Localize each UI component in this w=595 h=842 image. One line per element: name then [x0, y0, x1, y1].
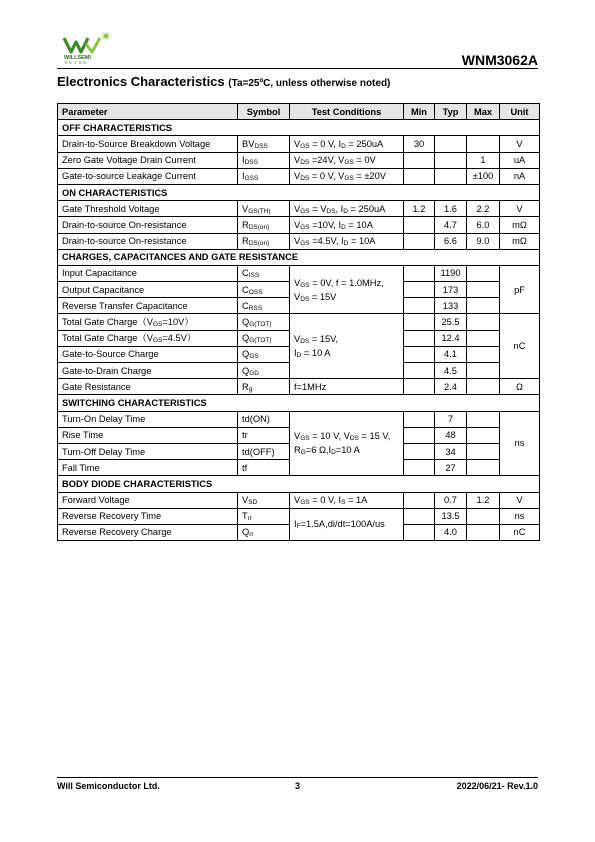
footer-revision: 2022/06/21- Rev.1.0 — [456, 781, 538, 791]
max: ±100 — [467, 168, 500, 184]
typ: 25.5 — [435, 314, 467, 330]
table-row — [58, 201, 540, 217]
symbol: $C_{RSS}$ — [238, 298, 290, 314]
param: Drain-to-source On-resistance — [58, 233, 238, 249]
table-row — [58, 233, 540, 249]
min — [404, 443, 435, 459]
min — [404, 346, 435, 362]
typ: 6.6 — [435, 233, 467, 249]
min — [404, 233, 435, 249]
min — [404, 379, 435, 395]
condition: $V_{GS} =4.5V$, $I_D = 10A$ — [290, 233, 404, 249]
min — [404, 217, 435, 233]
symbol: $BV_{DSS}$ — [238, 136, 290, 152]
max — [467, 524, 500, 540]
min — [404, 460, 435, 476]
symbol: $Q_{GS}$ — [238, 346, 290, 362]
typ: 2.4 — [435, 379, 467, 395]
symbol: $V_{GS(TH)}$ — [238, 201, 290, 217]
symbol: $Q_{G(TOT)}$ — [238, 314, 290, 330]
col-min: Min — [404, 104, 435, 120]
param: Input Capacitance — [58, 265, 238, 281]
symbol: $V_{SD}$ — [238, 492, 290, 508]
typ: 0.7 — [435, 492, 467, 508]
min — [404, 363, 435, 379]
min — [404, 427, 435, 443]
param: Gate Threshold Voltage — [58, 201, 238, 217]
param: Forward Voltage — [58, 492, 238, 508]
typ: 1.6 — [435, 201, 467, 217]
param: Zero Gate Voltage Drain Current — [58, 152, 238, 168]
unit: mΩ — [500, 233, 540, 249]
symbol: $R_g$ — [238, 379, 290, 395]
unit-charge: nC — [500, 314, 540, 379]
condition-capacitance: $V_{GS} = 0V$, f = 1.0MHz, $V_{DS} = 15V$ — [290, 265, 404, 314]
typ: 133 — [435, 298, 467, 314]
col-typ: Typ — [435, 104, 467, 120]
min — [404, 314, 435, 330]
param: Gate-to-Source Charge — [58, 346, 238, 362]
table-row — [58, 492, 540, 508]
unit: uA — [500, 152, 540, 168]
category-on: ON CHARACTERISTICS — [58, 184, 540, 200]
condition-recovery: $I_F=1.5A,di/dt=100A/us$ — [290, 508, 404, 540]
param: Total Gate $Charge(V_{GS}=4.5V)$ — [58, 330, 238, 346]
max — [467, 508, 500, 524]
min — [404, 282, 435, 298]
table-row — [58, 136, 540, 152]
condition: $V_{GS} = 0$ V, $I_S = 1A$ — [290, 492, 404, 508]
min — [404, 411, 435, 427]
min: 30 — [404, 136, 435, 152]
table-row — [58, 411, 540, 427]
max — [467, 379, 500, 395]
unit: ns — [500, 508, 540, 524]
logo-text: WILLSEMI — [64, 55, 91, 61]
param: Gate-to-source Leakage Current — [58, 168, 238, 184]
min: 1.2 — [404, 201, 435, 217]
electrical-characteristics-table — [57, 103, 540, 541]
param: Gate-to-Drain Charge — [58, 363, 238, 379]
category-diode: BODY DIODE CHARACTERISTICS — [58, 476, 540, 492]
min — [404, 524, 435, 540]
symbol: $R_{DS(on)}$ — [238, 233, 290, 249]
symbol: td(OFF) — [238, 443, 290, 459]
param: Turn-On Delay Time — [58, 411, 238, 427]
typ: 48 — [435, 427, 467, 443]
unit-switching: ns — [500, 411, 540, 476]
col-symbol: Symbol — [238, 104, 290, 120]
condition: $V_{DS} =24V$, $V_{GS} = 0V$ — [290, 152, 404, 168]
footer-page-number: 3 — [294, 781, 300, 791]
typ: 4.0 — [435, 524, 467, 540]
table-row — [58, 379, 540, 395]
param: Reverse Transfer Capacitance — [58, 298, 238, 314]
typ: 27 — [435, 460, 467, 476]
max — [467, 282, 500, 298]
unit: nC — [500, 524, 540, 540]
table-row — [58, 314, 540, 330]
symbol: tr — [238, 427, 290, 443]
symbol: $Q_{GD}$ — [238, 363, 290, 379]
willsemi-logo — [62, 30, 114, 64]
typ — [435, 136, 467, 152]
param: Turn-Off Delay Time — [58, 443, 238, 459]
unit: V — [500, 201, 540, 217]
max — [467, 460, 500, 476]
table-header-row — [58, 104, 540, 120]
condition-switching: $V_{GS} = 10$ V, $V_{DS} = 15$ V, $R_G=6$ $\Omega,I_D=10$ A — [290, 411, 404, 476]
table-row — [58, 152, 540, 168]
symbol: $C_{OSS}$ — [238, 282, 290, 298]
max: 1.2 — [467, 492, 500, 508]
max — [467, 443, 500, 459]
symbol: $R_{DS(on)}$ — [238, 217, 290, 233]
max — [467, 363, 500, 379]
param: Reverse Recovery Charge — [58, 524, 238, 540]
part-number: WNM3062A — [461, 52, 538, 68]
unit: nA — [500, 168, 540, 184]
footer-company: Will Semiconductor Ltd. — [57, 781, 160, 791]
symbol: $Q_{rr}$ — [238, 524, 290, 540]
param: Total Gate $Charge(V_{GS}=10V)$ — [58, 314, 238, 330]
symbol: tf — [238, 460, 290, 476]
unit: mΩ — [500, 217, 540, 233]
section-title — [57, 74, 390, 89]
condition-charge: $V_{DS} = 15V$, $I_D = 10$ A — [290, 314, 404, 379]
typ — [435, 168, 467, 184]
table-row — [58, 508, 540, 524]
max: 6.0 — [467, 217, 500, 233]
typ: 173 — [435, 282, 467, 298]
unit: Ω — [500, 379, 540, 395]
table-row — [58, 168, 540, 184]
typ: 1190 — [435, 265, 467, 281]
max — [467, 298, 500, 314]
param: Fall Time — [58, 460, 238, 476]
param: Drain-to-Source Breakdown Voltage — [58, 136, 238, 152]
symbol: $I_{GSS}$ — [238, 168, 290, 184]
typ: 4.1 — [435, 346, 467, 362]
min — [404, 492, 435, 508]
param: Drain-to-source On-resistance — [58, 217, 238, 233]
typ: 4.7 — [435, 217, 467, 233]
unit: V — [500, 136, 540, 152]
max — [467, 330, 500, 346]
unit: V — [500, 492, 540, 508]
category-charges: CHARGES, CAPACITANCES AND GATE RESISTANCE — [58, 249, 540, 265]
min — [404, 330, 435, 346]
min — [404, 152, 435, 168]
category-switching: SWITCHING CHARACTERISTICS — [58, 395, 540, 411]
max — [467, 411, 500, 427]
param: Output Capacitance — [58, 282, 238, 298]
footer-rule — [57, 777, 538, 778]
category-off: OFF CHARACTERISTICS — [58, 120, 540, 136]
section-condition: (Ta=25ºC, unless otherwise noted) — [228, 78, 391, 89]
max — [467, 346, 500, 362]
typ: 7 — [435, 411, 467, 427]
min — [404, 265, 435, 281]
typ: 34 — [435, 443, 467, 459]
symbol: $Q_{G(TOT)}$ — [238, 330, 290, 346]
condition: $V_{GS} = V_{DS}$, $I_D = 250uA$ — [290, 201, 404, 217]
table-row — [58, 265, 540, 281]
typ: 12.4 — [435, 330, 467, 346]
max — [467, 136, 500, 152]
col-unit: Unit — [500, 104, 540, 120]
condition: $V_{DS} = 0$ V, $V_{GS} = \pm 20V$ — [290, 168, 404, 184]
max: 9.0 — [467, 233, 500, 249]
table-row — [58, 217, 540, 233]
typ: 4.5 — [435, 363, 467, 379]
max: 1 — [467, 152, 500, 168]
unit-capacitance: pF — [500, 265, 540, 314]
min — [404, 508, 435, 524]
col-max: Max — [467, 104, 500, 120]
min — [404, 168, 435, 184]
condition: f=1MHz — [290, 379, 404, 395]
max — [467, 427, 500, 443]
col-parameter: Parameter — [58, 104, 238, 120]
symbol: $C_{ISS}$ — [238, 265, 290, 281]
section-title-text: Electronics Characteristics — [57, 74, 225, 89]
condition: $V_{GS} = 0$ V, $I_D = 250uA$ — [290, 136, 404, 152]
max — [467, 314, 500, 330]
logo-subtext: 韦 尔 半 导 体 — [64, 61, 87, 64]
typ — [435, 152, 467, 168]
symbol: $I_{DSS}$ — [238, 152, 290, 168]
condition: $V_{GS} =10V$, $I_D = 10A$ — [290, 217, 404, 233]
max — [467, 265, 500, 281]
param: Rise Time — [58, 427, 238, 443]
param: Reverse Recovery Time — [58, 508, 238, 524]
min — [404, 298, 435, 314]
param: Gate Resistance — [58, 379, 238, 395]
symbol: td(ON) — [238, 411, 290, 427]
typ: 13.5 — [435, 508, 467, 524]
max: 2.2 — [467, 201, 500, 217]
symbol: $T_{rr}$ — [238, 508, 290, 524]
header-rule — [57, 68, 538, 69]
col-test-conditions: Test Conditions — [290, 104, 404, 120]
